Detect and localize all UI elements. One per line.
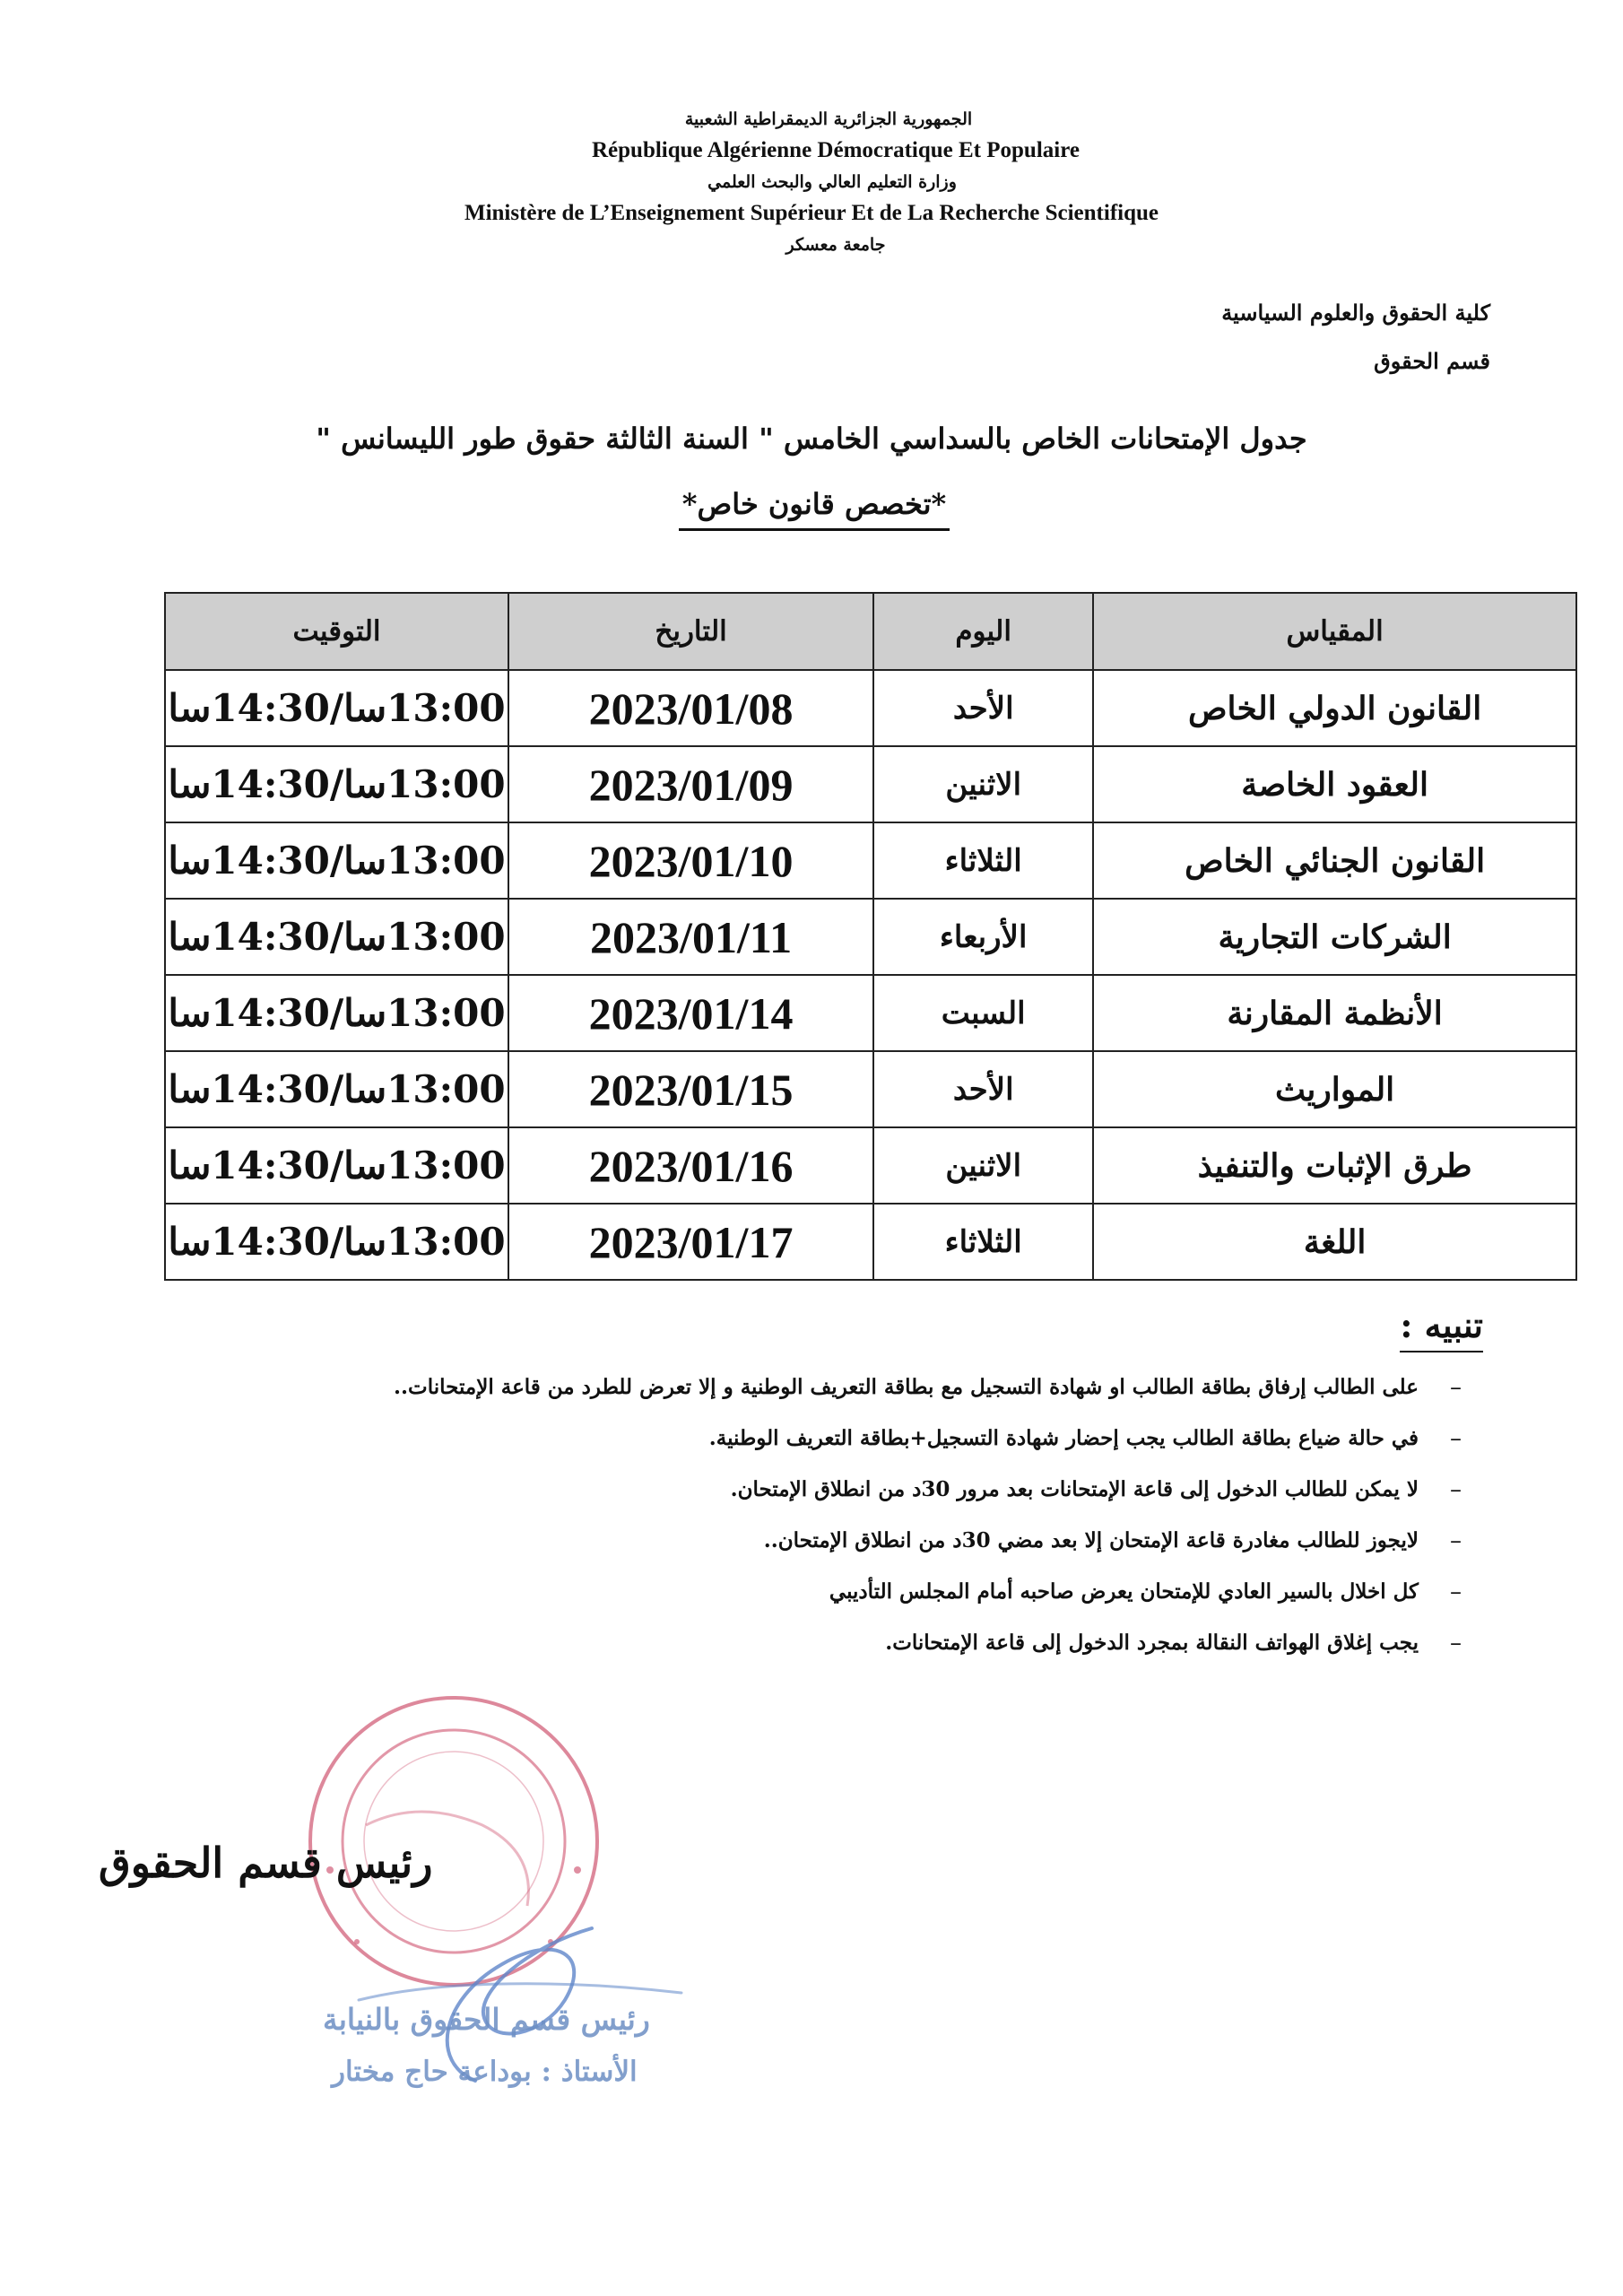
notice-text: يجب إغلاق الهواتف النقالة بمجرد الدخول إلى قاعة الإمتحانات. (885, 1631, 1419, 1655)
table-row (165, 746, 1576, 822)
notice-text: لا يمكن للطالب الدخول إلى قاعة الإمتحانات بعد مرور 30د من انطلاق الإمتحان. (730, 1477, 1419, 1501)
dash-bullet: – (1450, 1630, 1462, 1657)
notice-list (206, 1370, 1462, 1676)
exam-schedule-table (164, 592, 1577, 1281)
cell-subject: المواريث (1093, 1051, 1576, 1127)
notice-text: لايجوز للطالب مغادرة قاعة الإمتحان إلا بعد مضي 30د من انطلاق الإمتحان.. (763, 1528, 1419, 1552)
cell-time: 13:00سا/14:30سا (165, 899, 508, 975)
cell-subject: الشركات التجارية (1093, 899, 1576, 975)
department-name: قسم الحقوق (1374, 348, 1490, 374)
list-item (206, 1472, 1462, 1523)
subtitle-wrap (0, 487, 1623, 531)
cell-time: 13:00سا/14:30سا (165, 1204, 508, 1280)
cell-time: 13:00سا/14:30سا (165, 746, 508, 822)
dash-bullet: – (1450, 1374, 1462, 1401)
faculty-block (1221, 289, 1490, 386)
table-row (165, 1204, 1576, 1280)
dash-bullet: – (1450, 1476, 1462, 1503)
table-row (165, 899, 1576, 975)
cell-subject: القانون الدولي الخاص (1093, 670, 1576, 746)
header-day: اليوم (873, 593, 1093, 670)
signature-label: رئيس قسم الحقوق (99, 1839, 433, 1887)
cell-subject: اللغة (1093, 1204, 1576, 1280)
table-header-row (165, 593, 1576, 670)
table-row (165, 670, 1576, 746)
table-row (165, 975, 1576, 1051)
cell-date: 2023/01/15 (508, 1051, 873, 1127)
cell-subject: الأنظمة المقارنة (1093, 975, 1576, 1051)
cell-time: 13:00سا/14:30سا (165, 1127, 508, 1204)
list-item (206, 1523, 1462, 1574)
cell-date: 2023/01/09 (508, 746, 873, 822)
cell-subject: طرق الإثبات والتنفيذ (1093, 1127, 1576, 1204)
page-title: جدول الإمتحانات الخاص بالسداسي الخامس " السنة الثالثة حقوق طور الليسانس " (316, 422, 1307, 456)
cell-day: الأحد (873, 1051, 1093, 1127)
dash-bullet: – (1450, 1527, 1462, 1554)
cell-day: الاثنين (873, 746, 1093, 822)
cell-date: 2023/01/10 (508, 822, 873, 899)
header-date: التاريخ (508, 593, 873, 670)
cell-date: 2023/01/17 (508, 1204, 873, 1280)
header-subject: المقياس (1093, 593, 1576, 670)
specialty-subtitle: *تخصص قانون خاص* (679, 487, 950, 531)
list-item (206, 1421, 1462, 1472)
table-row (165, 822, 1576, 899)
cell-day: السبت (873, 975, 1093, 1051)
republic-arabic: الجمهورية الجزائرية الديمقراطية الشعبية (684, 109, 973, 129)
notice-text: على الطالب إرفاق بطاقة الطالب او شهادة التسجيل مع بطاقة التعريف الوطنية و إلا تعرض للطرد من قاعة الإمتحانات.. (394, 1375, 1419, 1399)
cell-subject: القانون الجنائي الخاص (1093, 822, 1576, 899)
cell-date: 2023/01/08 (508, 670, 873, 746)
cell-day: الأربعاء (873, 899, 1093, 975)
stamp-title: رئيس قسم الحقوق بالنيابة (323, 2002, 650, 2037)
document-header (0, 106, 1623, 258)
faculty-name: كلية الحقوق والعلوم السياسية (1221, 300, 1490, 326)
list-item (206, 1574, 1462, 1625)
notice-title: تنبيه : (1400, 1305, 1483, 1352)
cell-day: الثلاثاء (873, 822, 1093, 899)
list-item (206, 1370, 1462, 1421)
cell-date: 2023/01/14 (508, 975, 873, 1051)
cell-day: الاثنين (873, 1127, 1093, 1204)
dash-bullet: – (1450, 1578, 1462, 1605)
notice-text: في حالة ضياع بطاقة الطالب يجب إحضار شهادة التسجيل+بطاقة التعريف الوطنية. (708, 1426, 1419, 1450)
cell-time: 13:00سا/14:30سا (165, 822, 508, 899)
republic-french: République Algérienne Démocratique Et Populaire (592, 138, 1080, 162)
cell-time: 13:00سا/14:30سا (165, 1051, 508, 1127)
cell-time: 13:00سا/14:30سا (165, 670, 508, 746)
cell-date: 2023/01/11 (508, 899, 873, 975)
notice-text: كل اخلال بالسير العادي للإمتحان يعرض صاحبه أمام المجلس التأديبي (829, 1579, 1419, 1604)
ministry-arabic: وزارة التعليم العالي والبحث العلمي (707, 172, 957, 192)
cell-time: 13:00سا/14:30سا (165, 975, 508, 1051)
stamp-name: الأستاذ : بوداعة حاج مختار (332, 2056, 638, 2088)
cell-subject: العقود الخاصة (1093, 746, 1576, 822)
cell-date: 2023/01/16 (508, 1127, 873, 1204)
dash-bullet: – (1450, 1425, 1462, 1452)
cell-day: الأحد (873, 670, 1093, 746)
header-time: التوقيت (165, 593, 508, 670)
cell-day: الثلاثاء (873, 1204, 1093, 1280)
university-arabic: جامعة معسكر (785, 235, 886, 255)
list-item (206, 1625, 1462, 1676)
table-row (165, 1127, 1576, 1204)
table-row (165, 1051, 1576, 1127)
ministry-french: Ministère de L’Enseignement Supérieur Et de La Recherche Scientifique (464, 201, 1159, 225)
